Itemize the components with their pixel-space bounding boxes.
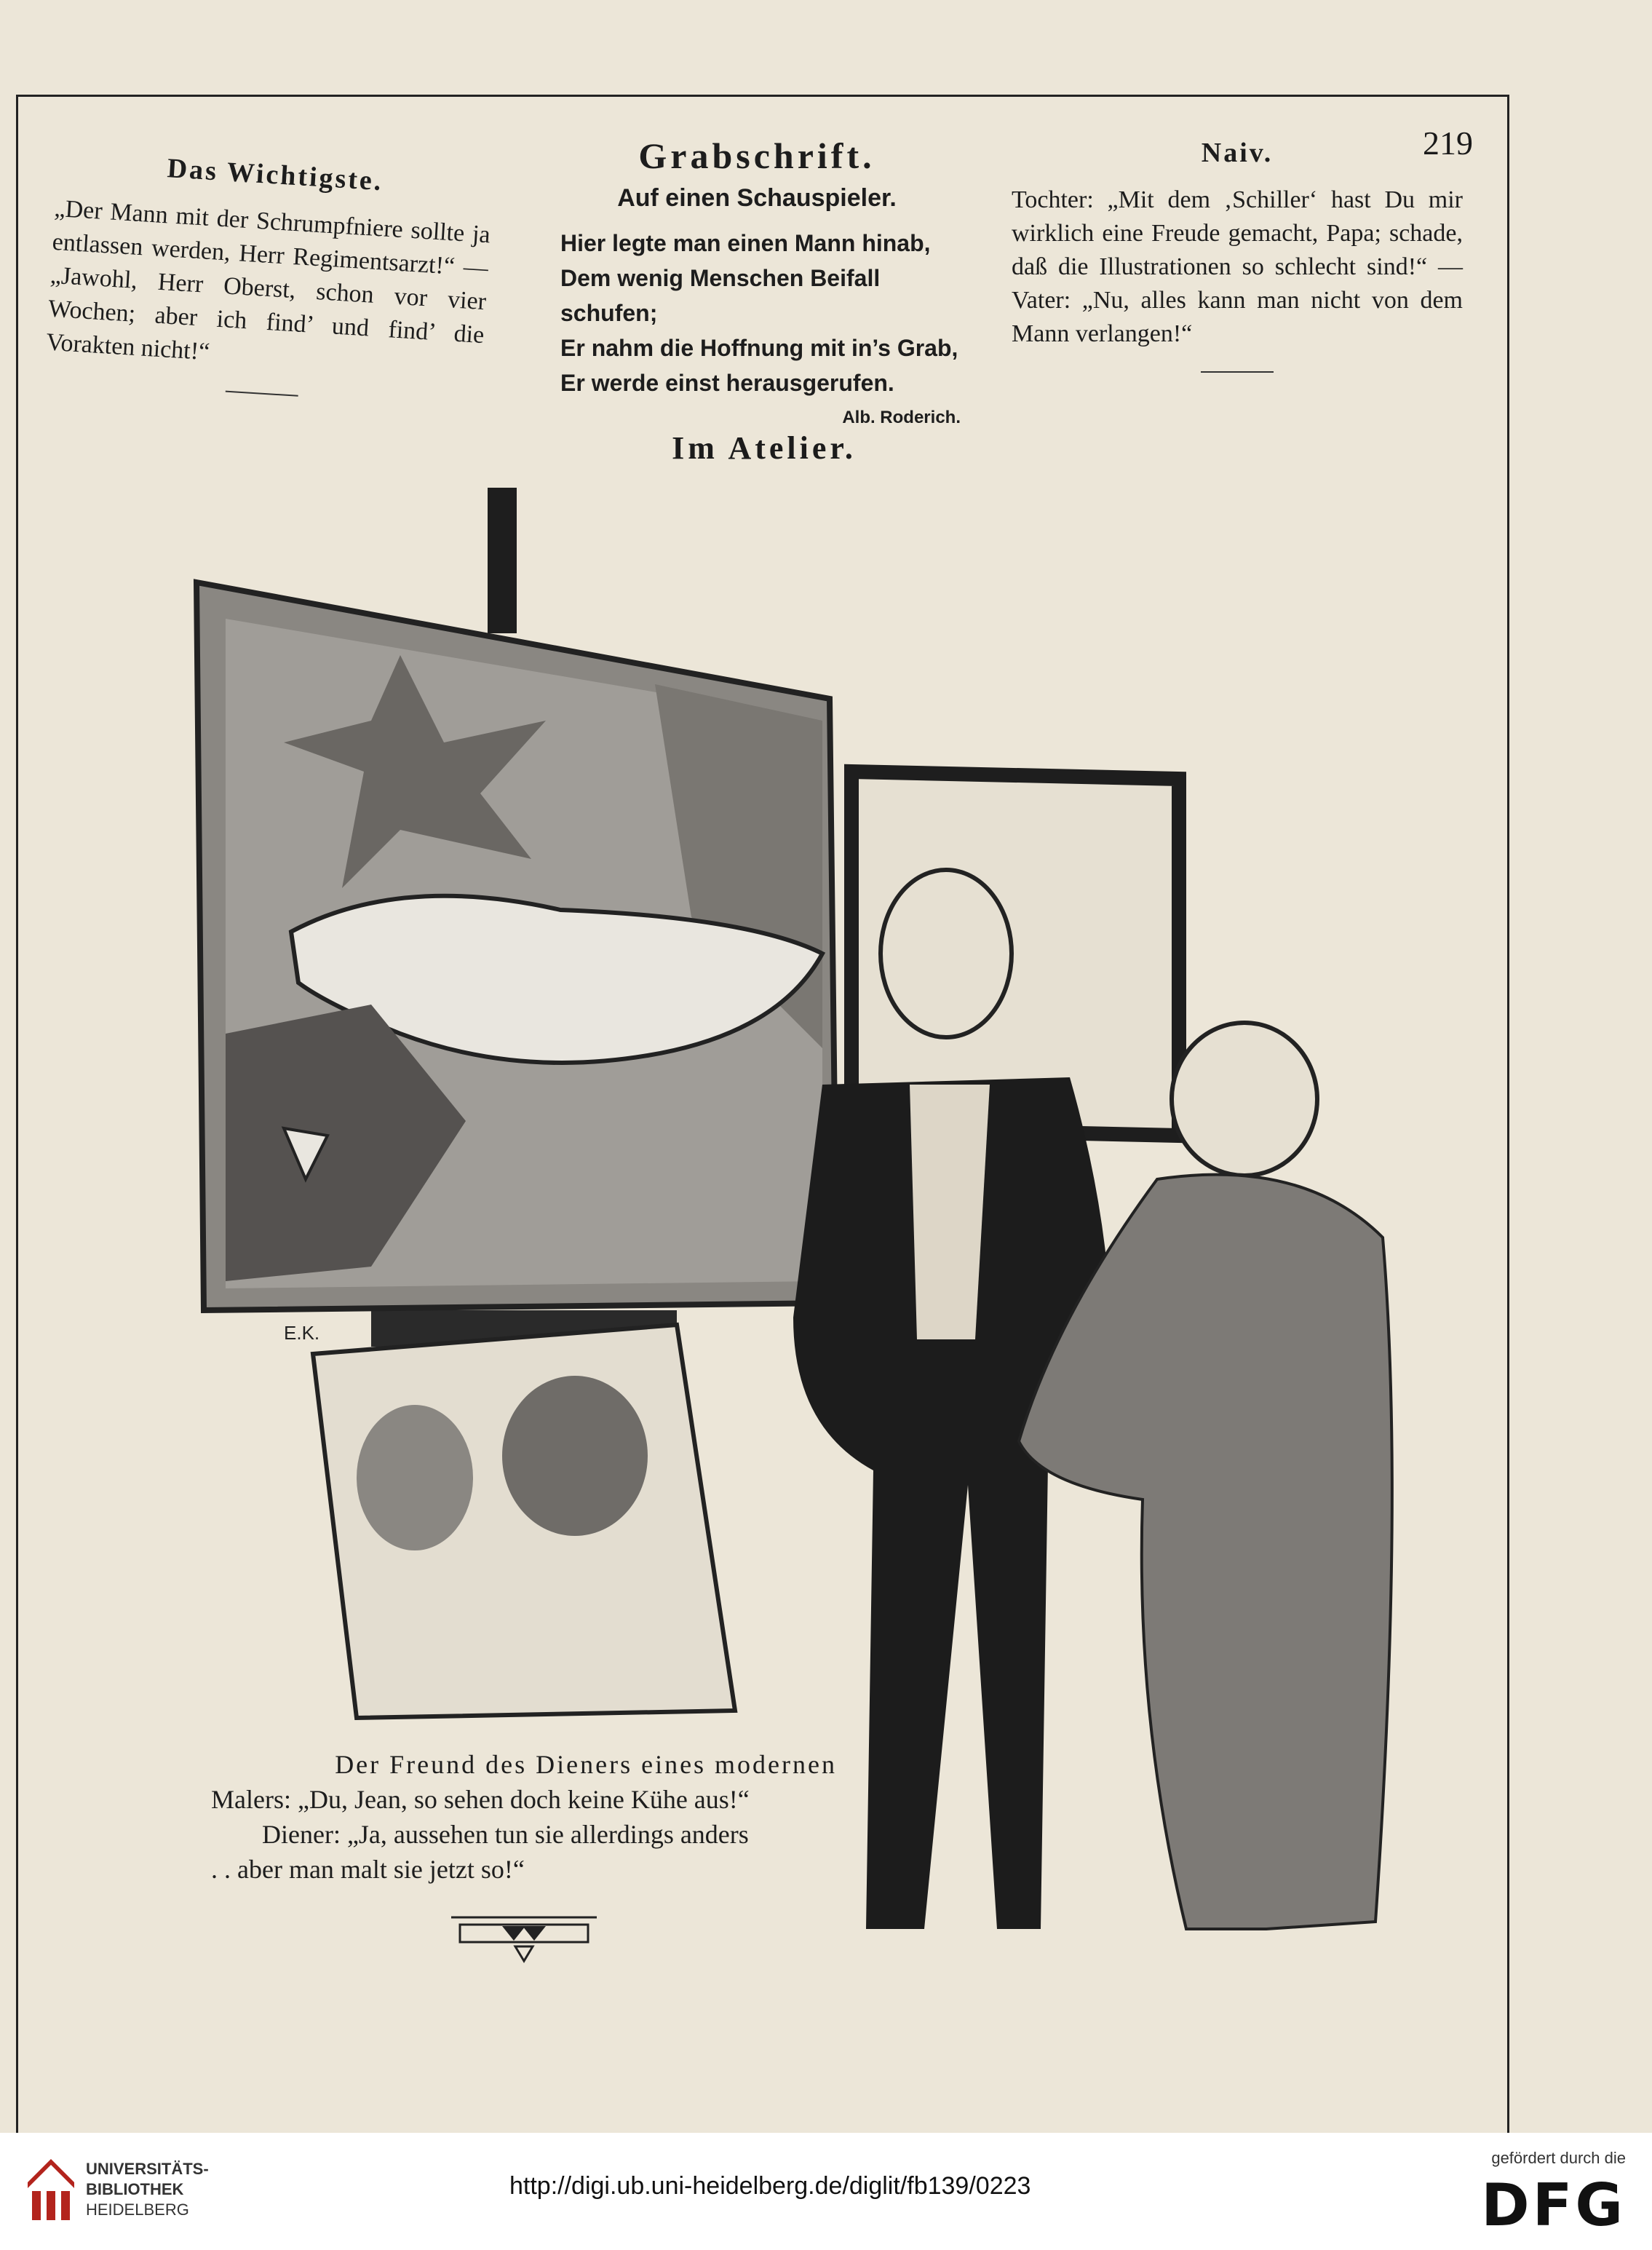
footer-bar (0, 2133, 1652, 2250)
verse-line: Er werde einst herausgerufen. (560, 370, 894, 396)
caption-line: Der Freund des Dieners eines modernen (335, 1750, 837, 1779)
illustration-title: Im Atelier. (672, 430, 857, 466)
poem-verse (560, 226, 961, 400)
canvas-pig-painting (196, 582, 837, 1310)
divider (1201, 371, 1274, 373)
poem-grabschrift (553, 135, 961, 428)
article-title: Das Wichtigste. (166, 153, 384, 197)
article-body: Tochter: „Mit dem ‚Schiller‘ hast Du mir wirklich eine Freude gemacht, Papa; schade, daß die Illustrationen so schlecht sind!“ — Vater: „Nu, alles kann man nicht von dem Mann verlangen!“ (1012, 186, 1463, 347)
library-line: UNIVERSITÄTS- (86, 2160, 209, 2178)
article-naiv (1012, 137, 1463, 373)
source-url-link[interactable]: http://digi.ub.uni-heidelberg.de/diglit/fb139/0223 (509, 2172, 1031, 2200)
verse-line: Dem wenig Menschen Beifall schufen; (560, 265, 881, 326)
poem-subtitle: Auf einen Schauspieler. (617, 184, 897, 212)
page-number: 219 (1423, 124, 1473, 162)
verse-line: Er nahm die Hoffnung mit in’s Grab, (560, 335, 958, 361)
svg-text:E.K.: E.K. (284, 1322, 320, 1344)
university-library-name (86, 2159, 209, 2220)
funding-note: gefördert durch die (1491, 2149, 1626, 2167)
illustration-caption (211, 1747, 837, 1887)
ornament-icon (451, 1914, 597, 1965)
university-library-logo-icon (22, 2153, 80, 2226)
poem-author: Alb. Roderich. (842, 408, 961, 427)
canvas-cow-painting (313, 1325, 735, 1718)
library-line: BIBLIOTHEK (86, 2180, 184, 2198)
verse-line: Hier legte man einen Mann hinab, (560, 230, 931, 256)
article-das-wichtigste (44, 146, 494, 408)
article-body: „Der Mann mit der Schrumpfniere sollte ja entlassen werden, Herr Regimentsarzt!“ — „Jawohl, Herr Oberst, schon vor vier Wochen; aber ich find’ und find’ die Vorakten nicht!“ (45, 194, 491, 366)
caption-line: . . aber man malt sie jetzt so!“ (211, 1855, 525, 1884)
caption-line: Malers: „Du, Jean, so sehen doch keine Kühe aus!“ (211, 1785, 750, 1814)
artist-signature (284, 1322, 319, 1344)
library-line: HEIDELBERG (86, 2201, 189, 2219)
caption-line: Diener: „Ja, aussehen tun sie allerdings anders (262, 1820, 749, 1849)
article-title: Naiv. (1201, 138, 1274, 168)
dfg-logo: DFG (1481, 2171, 1626, 2239)
poem-title: Grabschrift. (638, 135, 875, 176)
